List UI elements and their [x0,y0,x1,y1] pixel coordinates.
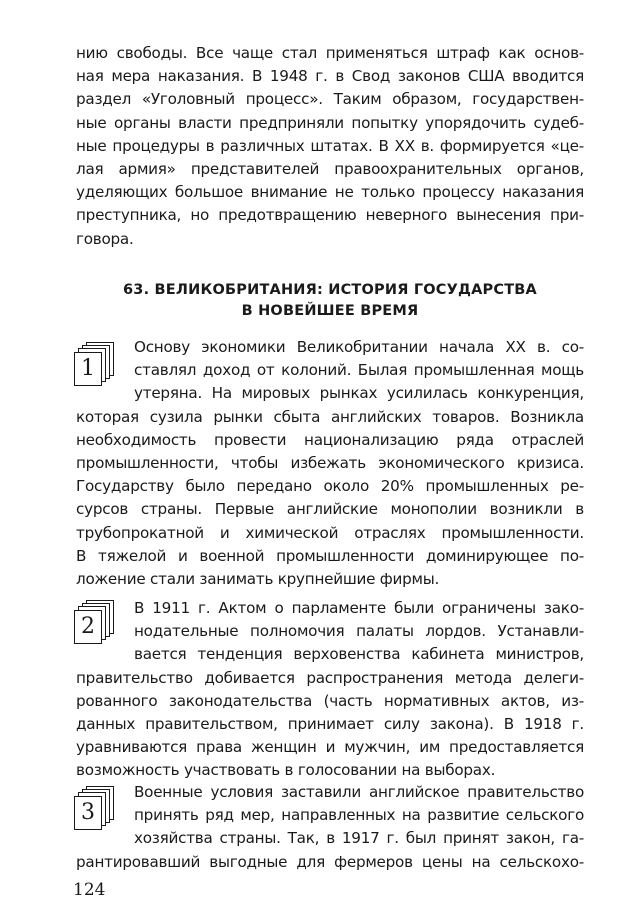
text-line: хозяйства страны. Так, в 1917 г. был принят закон, га- [134,829,584,848]
text-line: ные органы власти предприняли попытку упорядочить судеб- [76,113,584,132]
page-number: 124 [73,880,106,900]
text-line: рантировавший выгодные для фермеров цены на сельскохо- [76,852,584,871]
text-line: возможность участвовать в голосовании на выборах. [76,761,496,780]
section-heading-line: В НОВЕЙШЕЕ ВРЕМЯ [241,303,419,319]
text-line: данных правительством, принимает силу закона). В 1918 г. [76,715,584,734]
paragraph-3 [76,781,584,874]
text-line: уделяющих большое внимание не только процессу наказания [76,183,584,202]
text-line: утеряна. На мировых рынках усилилась конкуренция, [134,384,584,403]
text-line: ставлял доход от колоний. Былая промышленная мощь [134,361,584,380]
text-line: преступника, но предотвращению неверного вынесения при- [76,206,584,225]
text-line: трубопрокатной и химической отраслях промышленности. [76,523,584,542]
text-line: вается тенденция верховенства кабинета министров, [134,645,584,664]
text-line: Государству было передано около 20% промышленных ре- [76,477,584,496]
text-line: нодательные полномочия палаты лордов. Устанавли- [134,622,584,641]
text-line: сурсов страны. Первые английские монополии возникли в [76,500,584,519]
text-line: говора. [76,229,134,248]
intro-paragraph [76,42,584,251]
text-line: уравниваются права женщин и мужчин, им предоставляется [76,738,584,757]
paragraph-number: 2 [74,610,102,644]
section-heading [80,280,580,322]
text-line: В тяжелой и военной промышленности доминирующее по- [76,546,584,565]
paragraph-number: 3 [74,796,102,830]
text-line: ная мера наказания. В 1948 г. в Свод законов США вводится [76,67,584,86]
text-line: необходимость провести национализацию ряда отраслей [76,430,584,449]
text-line: Основу экономики Великобритании начала XX в. со- [134,338,584,356]
text-line: правительство добивается распространения метода делеги- [76,668,584,687]
text-line: Военные условия заставили английское правительство [134,783,584,801]
text-line: В 1911 г. Актом о парламенте были ограничены зако- [134,599,584,617]
text-line: ные процедуры в различных штатах. В XX в. формируется «це- [76,136,584,155]
text-line: принять ряд мер, направленных на развитие сельского [134,806,584,825]
paragraph-2 [76,597,584,783]
text-line: раздел «Уголовный процесс». Таким образом, государствен- [76,90,584,109]
paragraph-number: 1 [74,352,102,386]
text-line: лая армия» представителей правоохранительных органов, [76,160,584,179]
section-heading-line: 63. ВЕЛИКОБРИТАНИЯ: ИСТОРИЯ ГОСУДАРСТВА [123,282,537,298]
paragraph-1 [76,336,584,591]
text-line: которая сузила рынки сбыта английских товаров. Возникла [76,407,584,426]
text-line: ложение стали занимать крупнейшие фирмы. [76,570,440,589]
text-line: рованного законодательства (часть нормативных актов, из- [76,691,584,710]
text-line: нию свободы. Все чаще стал применяться штраф как основ- [76,44,584,62]
text-line: промышленности, чтобы избежать экономического кризиса. [76,454,584,473]
